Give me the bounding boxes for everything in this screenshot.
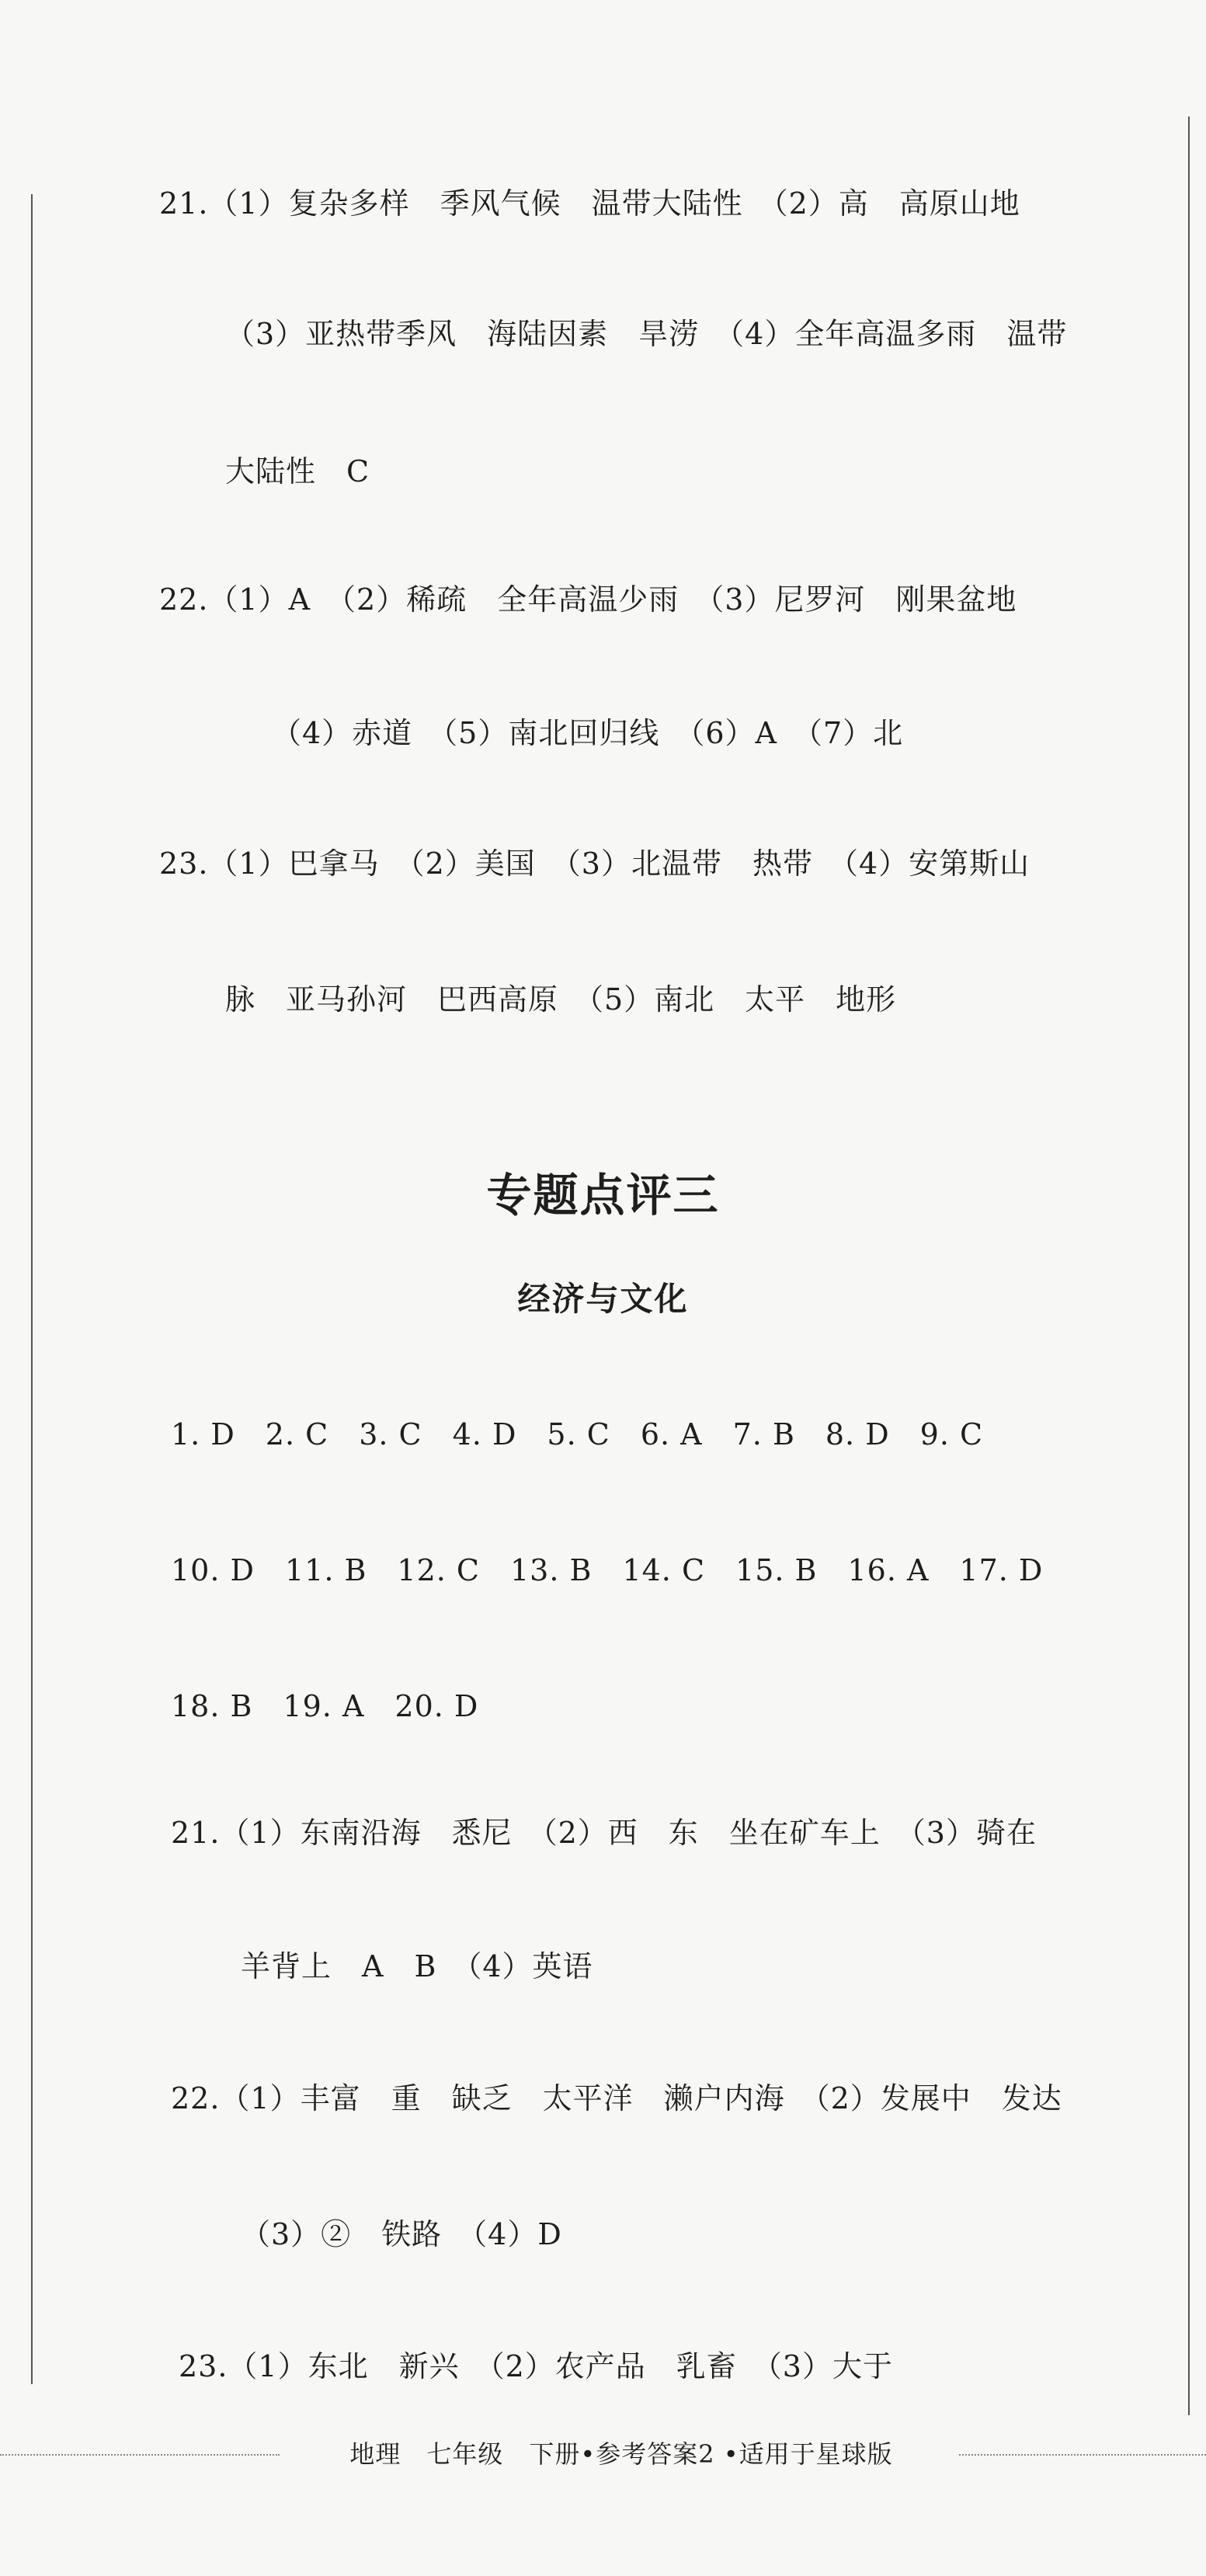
answer-line: （3）② 铁路 （4）D bbox=[241, 2217, 562, 2251]
section-title: 专题点评三 bbox=[486, 1169, 720, 1222]
answer-line: 21.（1）复杂多样 季风气候 温带大陆性 （2）高 高原山地 bbox=[159, 186, 1020, 221]
answer-line: 10. D 11. B 12. C 13. B 14. C 15. B 16. A 17. D bbox=[171, 1553, 1044, 1587]
answer-line: （4）赤道 （5）南北回归线 （6）A （7）北 bbox=[272, 716, 904, 750]
answer-line: 1. D 2. C 3. C 4. D 5. C 6. A 7. B 8. D 9. C bbox=[171, 1417, 984, 1451]
answer-line: 23.（1）巴拿马 （2）美国 （3）北温带 热带 （4）安第斯山 bbox=[159, 846, 1030, 881]
answer-line: 23.（1）东北 新兴 （2）农产品 乳畜 （3）大于 bbox=[179, 2349, 893, 2383]
right-margin-rule bbox=[1188, 116, 1190, 2415]
footer-dotted-rule-right bbox=[959, 2454, 1206, 2456]
section-subtitle: 经济与文化 bbox=[517, 1280, 689, 1318]
answer-line: 22.（1）丰富 重 缺乏 太平洋 濑户内海 （2）发展中 发达 bbox=[171, 2081, 1062, 2115]
answer-line: 脉 亚马孙河 巴西高原 （5）南北 太平 地形 bbox=[225, 982, 897, 1017]
answer-line: 18. B 19. A 20. D bbox=[171, 1689, 479, 1723]
answer-line: 羊背上 A B （4）英语 bbox=[241, 1949, 593, 1983]
answer-line: 21.（1）东南沿海 悉尼 （2）西 东 坐在矿车上 （3）骑在 bbox=[171, 1816, 1037, 1850]
page-footer: 地理 七年级 下册•参考答案2 •适用于星球版 bbox=[349, 2439, 893, 2469]
answer-line: 大陆性 C bbox=[225, 454, 370, 488]
answer-line: 22.（1）A （2）稀疏 全年高温少雨 （3）尼罗河 刚果盆地 bbox=[159, 582, 1017, 617]
answer-line: （3）亚热带季风 海陆因素 旱涝 （4）全年高温多雨 温带 bbox=[225, 317, 1068, 351]
footer-dotted-rule-left bbox=[0, 2454, 280, 2456]
